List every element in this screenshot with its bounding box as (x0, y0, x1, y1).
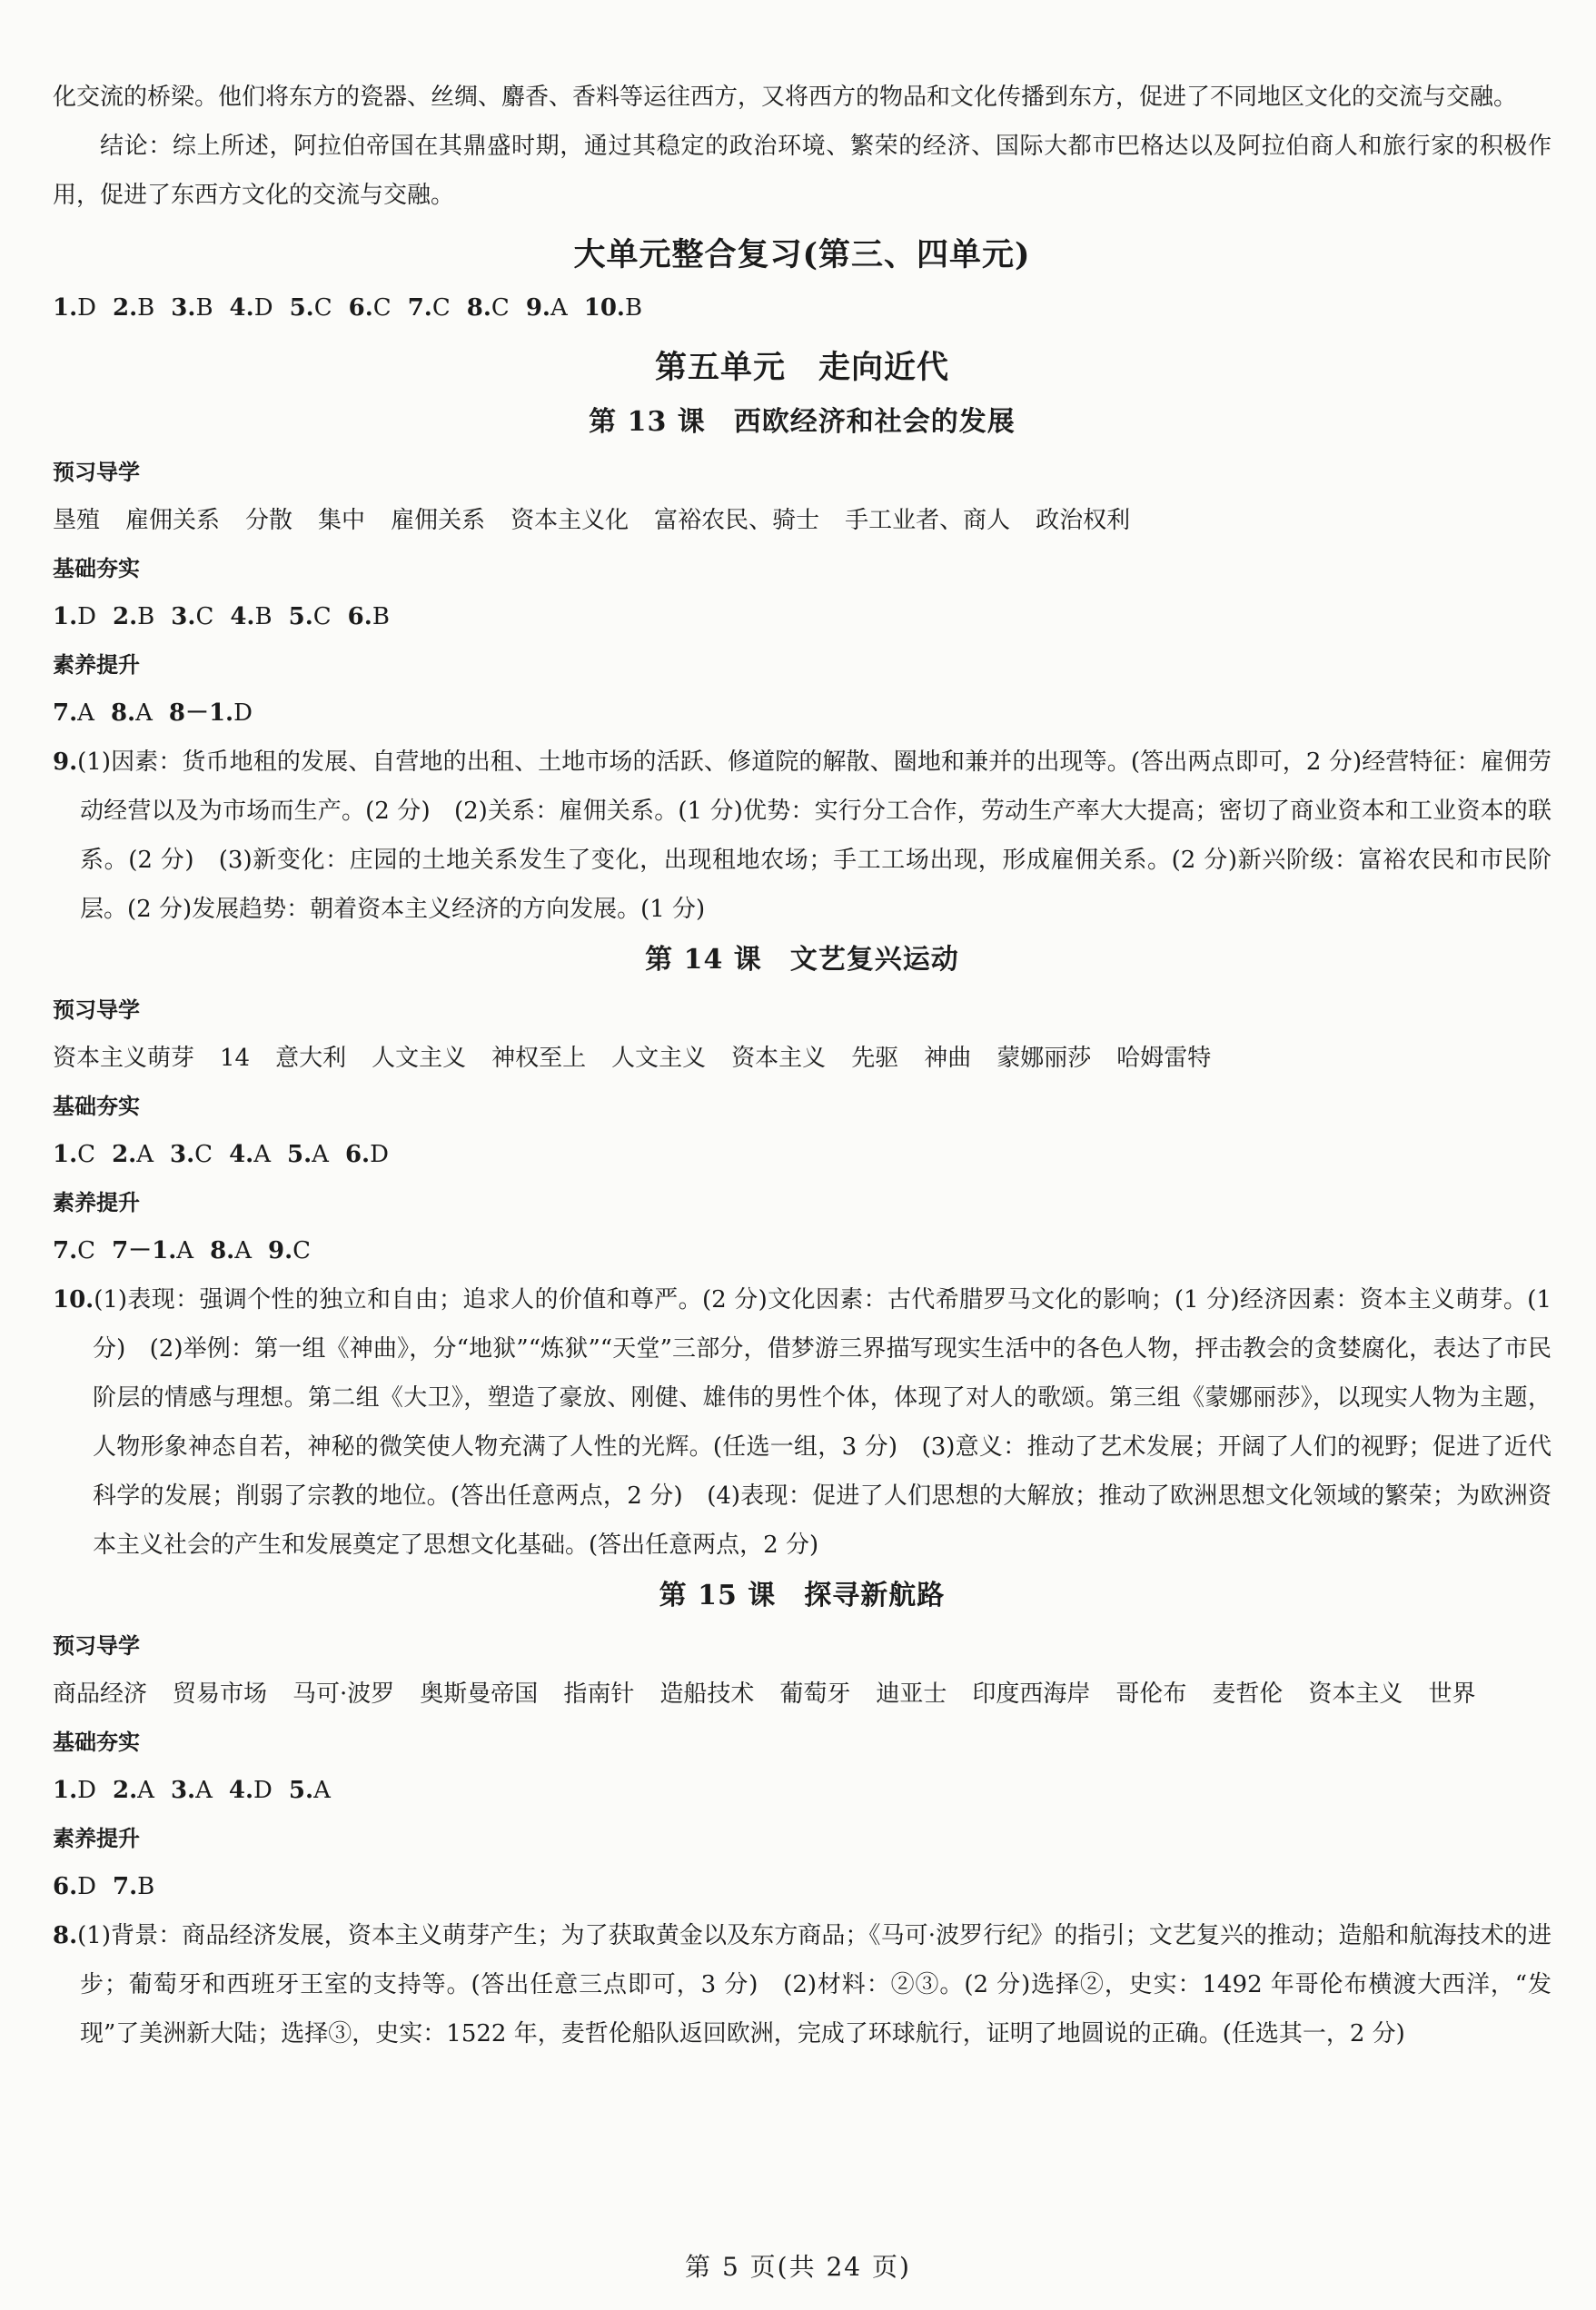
answer-choice: B (137, 294, 155, 322)
preview-word: 资本主义萌芽 (53, 1045, 195, 1072)
answer-number: 6. (347, 603, 372, 630)
preview-word: 集中 (318, 507, 366, 534)
answer-number: 4. (229, 1141, 254, 1168)
answer-choice: A (234, 1237, 253, 1264)
section-heading: 预习导学 (53, 997, 140, 1023)
question-answer (53, 1275, 1551, 1570)
question-text: (1)因素：货币地租的发展、自营地的出租、土地市场的活跃、修道院的解散、圈地和兼并的出现等。(答出两点即可，2 分)经营特征：雇佣劳动经营以及为市场而生产。(2 分) (2)关系：雇佣关系。(1 分)优势：实行分工合作，劳动生产率大大提高；密切了商业资本和工业资本的联系。(2 分) (3)新变化：庄园的土地关系发生了变化，出现租地农场；手工工场出现，形成雇佣关系。(2 分)新兴阶级：富裕农民和市民阶层。(2 分)发展趋势：朝着资本主义经济的方向发展。(1 分) (77, 749, 1551, 923)
section-heading: 素养提升 (53, 1190, 140, 1215)
preview-word: 哥伦布 (1115, 1680, 1187, 1708)
answer-number: 7. (407, 294, 432, 322)
review-answers (53, 283, 1551, 332)
question-number: 8. (53, 1922, 78, 1949)
answer-number: 4. (230, 603, 255, 630)
section-heading: 预习导学 (53, 1633, 140, 1659)
lesson-14-title: 第 14 课 文艺复兴运动 (645, 944, 959, 976)
answer-number: 6. (344, 1141, 371, 1168)
improve-answers (53, 689, 1551, 738)
answer-item (349, 294, 392, 322)
answer-item (171, 294, 213, 322)
preview-word: 神权至上 (491, 1045, 587, 1072)
preview-word: 政治权利 (1036, 507, 1131, 534)
section-heading: 基础夯实 (53, 556, 140, 581)
answer-number: 9. (525, 294, 550, 322)
preview-word: 先驱 (851, 1045, 899, 1072)
preview-word: 雇佣关系 (125, 507, 221, 534)
answer-item (171, 603, 213, 630)
answer-number: 4. (229, 294, 254, 322)
preview-word: 蒙娜丽莎 (996, 1045, 1092, 1072)
answer-number: 1. (53, 603, 78, 630)
answer-item (467, 294, 510, 322)
preview-word: 14 (220, 1045, 251, 1072)
answer-choice: B (624, 294, 643, 322)
preview-word: 商品经济 (53, 1680, 148, 1708)
answer-choice: D (253, 294, 273, 322)
preview-word: 垦殖 (53, 507, 101, 534)
answer-number: 2. (112, 1141, 137, 1168)
answer-item (113, 603, 154, 630)
answer-choice: C (77, 1141, 96, 1168)
answer-item (229, 1141, 271, 1168)
answer-item (111, 699, 153, 727)
answer-number: 10. (583, 294, 625, 322)
section-heading: 素养提升 (53, 1826, 140, 1851)
preview-word: 麦哲伦 (1212, 1680, 1284, 1708)
answer-choice: B (254, 603, 273, 630)
question-number: 10. (53, 1286, 94, 1314)
answer-choice: A (550, 294, 568, 322)
answer-choice: A (313, 1777, 331, 1804)
answer-number: 3. (171, 603, 196, 630)
answer-number: 8－1. (168, 699, 234, 727)
section-heading: 基础夯实 (53, 1094, 140, 1119)
answer-choice: C (312, 603, 332, 630)
question-text: (1)背景：商品经济发展，资本主义萌芽产生；为了获取黄金以及东方商品；《马可·波罗行纪》的指引；文艺复兴的推动；造船和航海技术的进步；葡萄牙和西班牙王室的支持等。(答出任意三点即可，3 分) (2)材料：②③。(2 分)选择②，史实：1492 年哥伦布横渡大西洋，“发现”了美洲新大陆；选择③，史实：1522 年，麦哲伦船队返回欧洲，完成了环球航行，证明了地圆说的正确。(任选其一，2 分) (77, 1922, 1551, 2047)
answer-choice: C (77, 1237, 96, 1264)
preview-words (53, 1034, 1551, 1083)
basic-answers (53, 1766, 1551, 1815)
answer-number: 3. (171, 294, 196, 322)
answer-item (170, 1141, 213, 1168)
answer-item (526, 294, 568, 322)
preview-word: 分散 (245, 507, 293, 534)
answer-number: 9. (268, 1237, 293, 1264)
preview-word: 印度西海岸 (972, 1680, 1091, 1708)
preview-word: 雇佣关系 (391, 507, 486, 534)
review-title: 大单元整合复习(第三、四单元) (573, 236, 1031, 273)
lesson-13-title: 第 13 课 西欧经济和社会的发展 (589, 406, 1016, 438)
basic-answers (53, 592, 1551, 641)
answer-item (112, 1237, 193, 1264)
preview-word: 造船技术 (659, 1680, 755, 1708)
answer-choice: C (431, 294, 451, 322)
answer-number: 1. (53, 1141, 78, 1168)
basic-answers (53, 1130, 1551, 1179)
intro-paragraph: 化交流的桥梁。他们将东方的瓷器、丝绸、麝香、香料等运往西方，又将西方的物品和文化传播到东方，促进了不同地区文化的交流与交融。 (53, 84, 1518, 111)
answer-choice: C (491, 294, 510, 322)
preview-word: 手工业者、商人 (845, 507, 1011, 534)
answer-item (112, 1141, 154, 1168)
preview-word: 神曲 (924, 1045, 972, 1072)
answer-number: 4. (228, 1777, 254, 1804)
preview-word: 哈姆雷特 (1116, 1045, 1212, 1072)
preview-word: 葡萄牙 (779, 1680, 851, 1708)
preview-words (53, 1670, 1551, 1719)
answer-item (53, 1141, 95, 1168)
answer-item (53, 1237, 95, 1264)
answer-item (210, 1237, 252, 1264)
answer-item (408, 294, 451, 322)
answer-choice: A (136, 1141, 154, 1168)
answer-choice: C (292, 1237, 312, 1264)
preview-word: 富裕农民、骑士 (654, 507, 820, 534)
preview-words (53, 496, 1551, 545)
answer-number: 7. (113, 1873, 138, 1900)
preview-word: 资本主义 (731, 1045, 827, 1072)
answer-number: 3. (170, 1141, 195, 1168)
answer-choice: A (77, 699, 94, 727)
answer-choice: D (233, 699, 253, 727)
answer-item (584, 294, 642, 322)
answer-choice: B (137, 1873, 155, 1900)
answer-item (230, 603, 272, 630)
conclusion-paragraph: 结论：综上所述，阿拉伯帝国在其鼎盛时期，通过其稳定的政治环境、繁荣的经济、国际大都市巴格达以及阿拉伯商人和旅行家的积极作用，促进了东西方文化的交流与交融。 (53, 133, 1551, 209)
improve-answers (53, 1862, 1551, 1911)
answer-item (169, 699, 253, 727)
preview-word: 迪亚士 (876, 1680, 947, 1708)
answer-choice: C (195, 603, 214, 630)
question-number: 9. (53, 749, 78, 776)
preview-word: 世界 (1428, 1680, 1476, 1708)
answer-choice: A (176, 1237, 194, 1264)
answer-item (289, 1777, 331, 1804)
section-heading: 基础夯实 (53, 1730, 140, 1755)
answer-item (113, 1777, 154, 1804)
section-heading: 素养提升 (53, 652, 140, 678)
answer-item (53, 699, 94, 727)
preview-word: 意大利 (275, 1045, 347, 1072)
answer-item (53, 603, 96, 630)
preview-word: 指南针 (563, 1680, 635, 1708)
answer-item (289, 603, 332, 630)
answer-number: 7－1. (112, 1237, 177, 1264)
answer-choice: A (195, 1777, 213, 1804)
answer-number: 1. (53, 1777, 78, 1804)
answer-choice: D (77, 1873, 97, 1900)
answer-choice: A (312, 1141, 329, 1168)
page-content (53, 73, 1551, 2058)
answer-number: 7. (53, 699, 78, 727)
answer-number: 5. (289, 294, 314, 322)
answer-item (287, 1141, 329, 1168)
answer-item (345, 1141, 389, 1168)
answer-item (268, 1237, 311, 1264)
answer-choice: A (253, 1141, 271, 1168)
answer-item (53, 294, 96, 322)
answer-number: 5. (287, 1141, 312, 1168)
section-heading: 预习导学 (53, 460, 140, 485)
answer-number: 3. (170, 1777, 196, 1804)
answer-choice: A (135, 699, 153, 727)
answer-choice: C (372, 294, 392, 322)
answer-number: 8. (210, 1237, 235, 1264)
answer-number: 6. (53, 1873, 78, 1900)
answer-number: 6. (348, 294, 373, 322)
answer-number: 5. (288, 1777, 314, 1804)
answer-item (230, 294, 273, 322)
answer-number: 8. (466, 294, 491, 322)
answer-choice: B (372, 603, 390, 630)
answer-number: 8. (110, 699, 136, 727)
answer-choice: B (195, 294, 213, 322)
preview-word: 奥斯曼帝国 (420, 1680, 539, 1708)
page-footer: 第 5 页(共 24 页) (685, 2252, 911, 2282)
answer-choice: C (313, 294, 332, 322)
answer-choice: D (77, 1777, 97, 1804)
preview-word: 贸易市场 (173, 1680, 268, 1708)
answer-item (53, 1873, 96, 1900)
answer-number: 7. (53, 1237, 78, 1264)
answer-number: 2. (113, 603, 138, 630)
answer-item (53, 1777, 96, 1804)
answer-choice: D (77, 294, 97, 322)
answer-item (290, 294, 332, 322)
preview-word: 马可·波罗 (292, 1680, 395, 1708)
question-answer (53, 1911, 1551, 2058)
answer-choice: C (194, 1141, 213, 1168)
answer-number: 2. (113, 294, 138, 322)
answer-choice: A (137, 1777, 154, 1804)
unit-title: 第五单元 走向近代 (654, 349, 949, 386)
answer-item (113, 1873, 154, 1900)
answer-number: 5. (288, 603, 313, 630)
answer-number: 1. (53, 294, 78, 322)
answer-choice: D (77, 603, 97, 630)
question-text: (1)表现：强调个性的独立和自由；追求人的价值和尊严。(2 分)文化因素：古代希腊罗马文化的影响；(1 分)经济因素：资本主义萌芽。(1 分) (2)举例：第一组《神曲》，分“地狱”“炼狱”“天堂”三部分，借梦游三界描写现实生活中的各色人物，抨击教会的贪婪腐化，表达了市民阶层的情感与理想。第二组《大卫》，塑造了豪放、刚健、雄伟的男性个体，体现了对人的歌颂。第三组《蒙娜丽莎》，以现实人物为主题，人物形象神态自若，神秘的微笑使人物充满了人性的光辉。(任选一组，3 分) (3)意义：推动了艺术发展；开阔了人们的视野；促进了近代科学的发展；削弱了宗教的地位。(答出任意两点，2 分) (4)表现：促进了人们思想的大解放；推动了欧洲思想文化领域的繁荣；为欧洲资本主义社会的产生和发展奠定了思想文化基础。(答出任意两点，2 分) (93, 1286, 1551, 1559)
question-answer (53, 738, 1551, 934)
preview-word: 人文主义 (611, 1045, 707, 1072)
answer-item (171, 1777, 213, 1804)
answer-item (113, 294, 154, 322)
answer-choice: D (370, 1141, 389, 1168)
lesson-15-title: 第 15 课 探寻新航路 (659, 1580, 946, 1611)
preview-word: 人文主义 (372, 1045, 467, 1072)
answer-number: 2. (113, 1777, 138, 1804)
answer-choice: B (137, 603, 155, 630)
preview-word: 资本主义 (1308, 1680, 1403, 1708)
preview-word: 资本主义化 (511, 507, 629, 534)
answer-choice: D (253, 1777, 273, 1804)
improve-answers (53, 1226, 1551, 1275)
answer-item (348, 603, 390, 630)
answer-item (229, 1777, 273, 1804)
